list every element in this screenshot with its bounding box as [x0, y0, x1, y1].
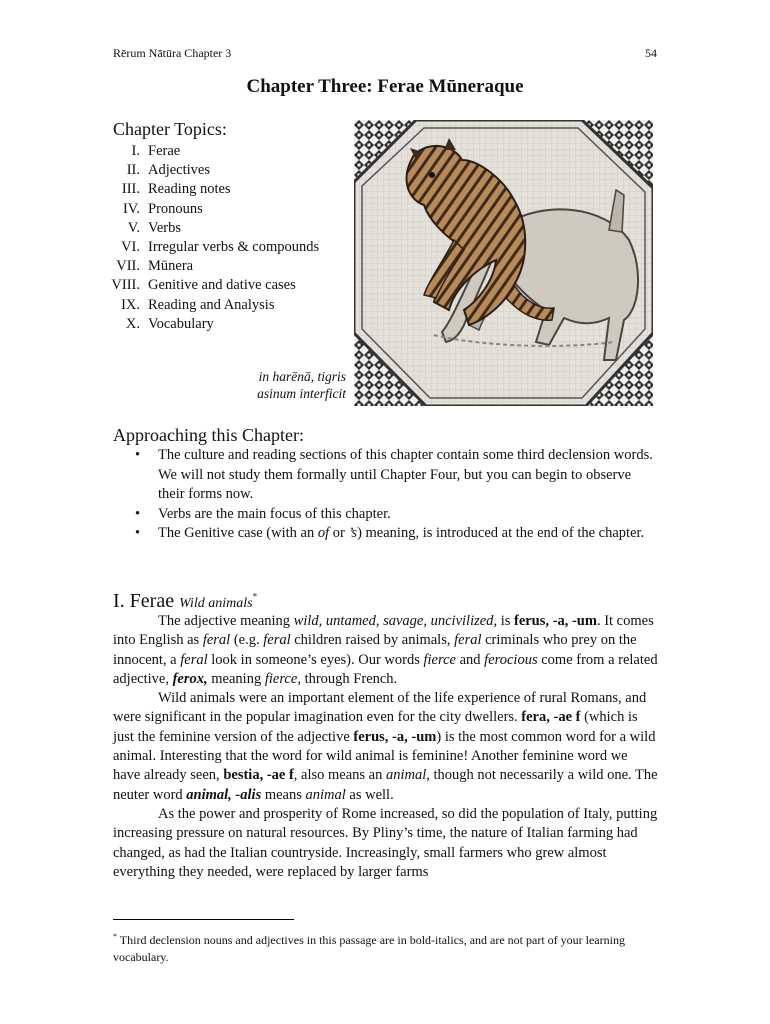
- topic-number: VI.: [121, 238, 140, 255]
- topic-label: Ferae: [148, 143, 181, 159]
- text-run: , also means an: [293, 767, 386, 784]
- topic-item: [102, 219, 319, 238]
- italic-term: feral: [263, 632, 291, 649]
- approaching-list: [133, 446, 658, 544]
- bold-italic-term: ferox,: [172, 670, 208, 687]
- topic-item: [102, 257, 319, 276]
- paragraph: [113, 805, 658, 882]
- italic-term: fierce: [423, 651, 456, 668]
- topic-label: Reading and Analysis: [148, 296, 275, 313]
- topic-number: IV.: [122, 200, 140, 217]
- topic-number: III.: [121, 181, 140, 198]
- italic-term: animal: [305, 786, 346, 803]
- topic-item: [102, 238, 319, 257]
- text-run: ) is the most common word for a wild animal. Interesting that the word for wild animal is feminine! Another feminine word we have already seen,: [113, 728, 656, 784]
- tiger-mosaic-image: [354, 120, 653, 406]
- bullet-text-italic: ’s: [348, 525, 358, 541]
- bold-term: fera, -ae f: [521, 709, 581, 726]
- section-heading-text: I. Ferae: [113, 590, 175, 612]
- topic-number: II.: [126, 162, 140, 179]
- text-run: As the power and prosperity of Rome increased, so did the population of Italy, putting increasing pressure on natural resources. By Pliny’s time, the nature of Italian farming had changed, as had the Italian countryside. Increasingly, small farmers who grew almost everything they needed, were replaced by larger farms: [113, 805, 658, 880]
- bold-term: ferus, -a, -um: [513, 613, 597, 629]
- approaching-heading: Approaching this Chapter:: [113, 425, 304, 445]
- topic-label: Irregular verbs & compounds: [148, 238, 320, 255]
- bold-term: ferus, -a, -um: [353, 728, 437, 745]
- topic-item: [102, 142, 319, 161]
- topic-label: Reading notes: [148, 181, 231, 198]
- text-run: as well.: [345, 786, 394, 803]
- text-run: meaning: [207, 670, 265, 687]
- topic-number: VII.: [116, 258, 140, 275]
- bold-italic-term: animal, -alis: [186, 786, 262, 803]
- topic-item: [102, 161, 319, 180]
- figure-caption-line: asinum interficit: [257, 386, 346, 401]
- text-run: Wild animals were an important element of the life experience of rural Romans, and were significant in the popular imagination even for the city dwellers.: [113, 690, 647, 726]
- text-run: . It comes into English as: [113, 613, 654, 649]
- bullet-text: The Genitive case (with an: [158, 525, 318, 541]
- topic-label: Adjectives: [148, 162, 211, 179]
- topic-number: I.: [131, 143, 140, 159]
- bullet-text: ) meaning, is introduced at the end of the chapter.: [357, 525, 645, 541]
- topic-item: [102, 296, 319, 315]
- footnote: [113, 928, 658, 966]
- text-run: means: [261, 786, 306, 803]
- bullet-item: [133, 524, 658, 544]
- topic-item: [102, 276, 319, 295]
- topic-number: V.: [127, 219, 140, 236]
- bullet-text: or: [329, 525, 349, 541]
- figure-caption-line: in harēnā, tigris: [258, 369, 346, 384]
- figure-caption: [210, 368, 346, 402]
- bold-term: bestia, -ae f: [223, 767, 294, 784]
- paragraph: [113, 689, 658, 805]
- topic-number: X.: [125, 315, 140, 332]
- topic-number: IX.: [121, 296, 140, 313]
- text-run: , is: [493, 613, 514, 629]
- topic-label: Genitive and dative cases: [148, 277, 296, 294]
- topic-number: VIII.: [111, 277, 140, 294]
- topic-label: Pronouns: [148, 200, 203, 217]
- italic-term: animal: [386, 767, 427, 784]
- bullet-item: • The culture and reading sections of this chapter contain some third declension words. We will not study them formally until Chapter Four, but you can begin to observe their forms now.: [133, 446, 658, 505]
- footnote-mark: *: [113, 932, 117, 941]
- topic-label: Verbs: [148, 219, 182, 236]
- section-subtitle: Wild animals: [179, 596, 253, 611]
- topic-label: Mūnera: [148, 258, 194, 275]
- chapter-topics-list: [102, 142, 319, 334]
- text-run: children raised by animals,: [290, 632, 455, 649]
- topic-item: [102, 180, 319, 199]
- text-run: and: [455, 651, 485, 668]
- chapter-title: Chapter Three: Ferae Mūneraque: [246, 76, 524, 97]
- bullet-text-italic: of: [317, 525, 330, 541]
- chapter-topics-heading: Chapter Topics:: [113, 119, 227, 139]
- text-run: come from a related adjective,: [113, 651, 658, 687]
- paragraph: [113, 612, 658, 689]
- text-run: The adjective meaning: [158, 613, 294, 629]
- topic-item: [102, 315, 319, 334]
- bullet-item: • Verbs are the main focus of this chapter.: [133, 505, 658, 525]
- text-run: (which is just the feminine version of the adjective: [113, 709, 638, 745]
- topic-item: [102, 200, 319, 219]
- footnote-divider: [113, 919, 294, 920]
- text-run: , through French.: [297, 670, 398, 687]
- text-run: criminals who prey on the innocent, a: [113, 632, 637, 668]
- italic-term: feral: [454, 632, 482, 649]
- italic-term: fierce: [264, 670, 298, 687]
- running-head: Rērum Nātūra Chapter 3: [113, 46, 232, 60]
- text-run: , though not necessarily a wild one. The neuter word: [113, 767, 658, 803]
- footnote-text: Third declension nouns and adjectives in this passage are in bold-italics, and are not part of your learning vocabulary.: [113, 933, 625, 964]
- page-number: 54: [645, 46, 657, 60]
- italic-term: ferocious: [484, 651, 538, 668]
- italic-term: wild, untamed, savage, uncivilized: [293, 613, 494, 629]
- section-heading: [113, 590, 257, 613]
- section-body: [113, 612, 658, 882]
- text-run: (e.g.: [230, 632, 264, 649]
- italic-term: feral: [202, 632, 231, 649]
- topic-label: Vocabulary: [148, 315, 214, 332]
- italic-term: feral: [180, 651, 208, 668]
- footnote-marker: *: [252, 591, 258, 602]
- text-run: look in someone’s eyes). Our words: [207, 651, 424, 668]
